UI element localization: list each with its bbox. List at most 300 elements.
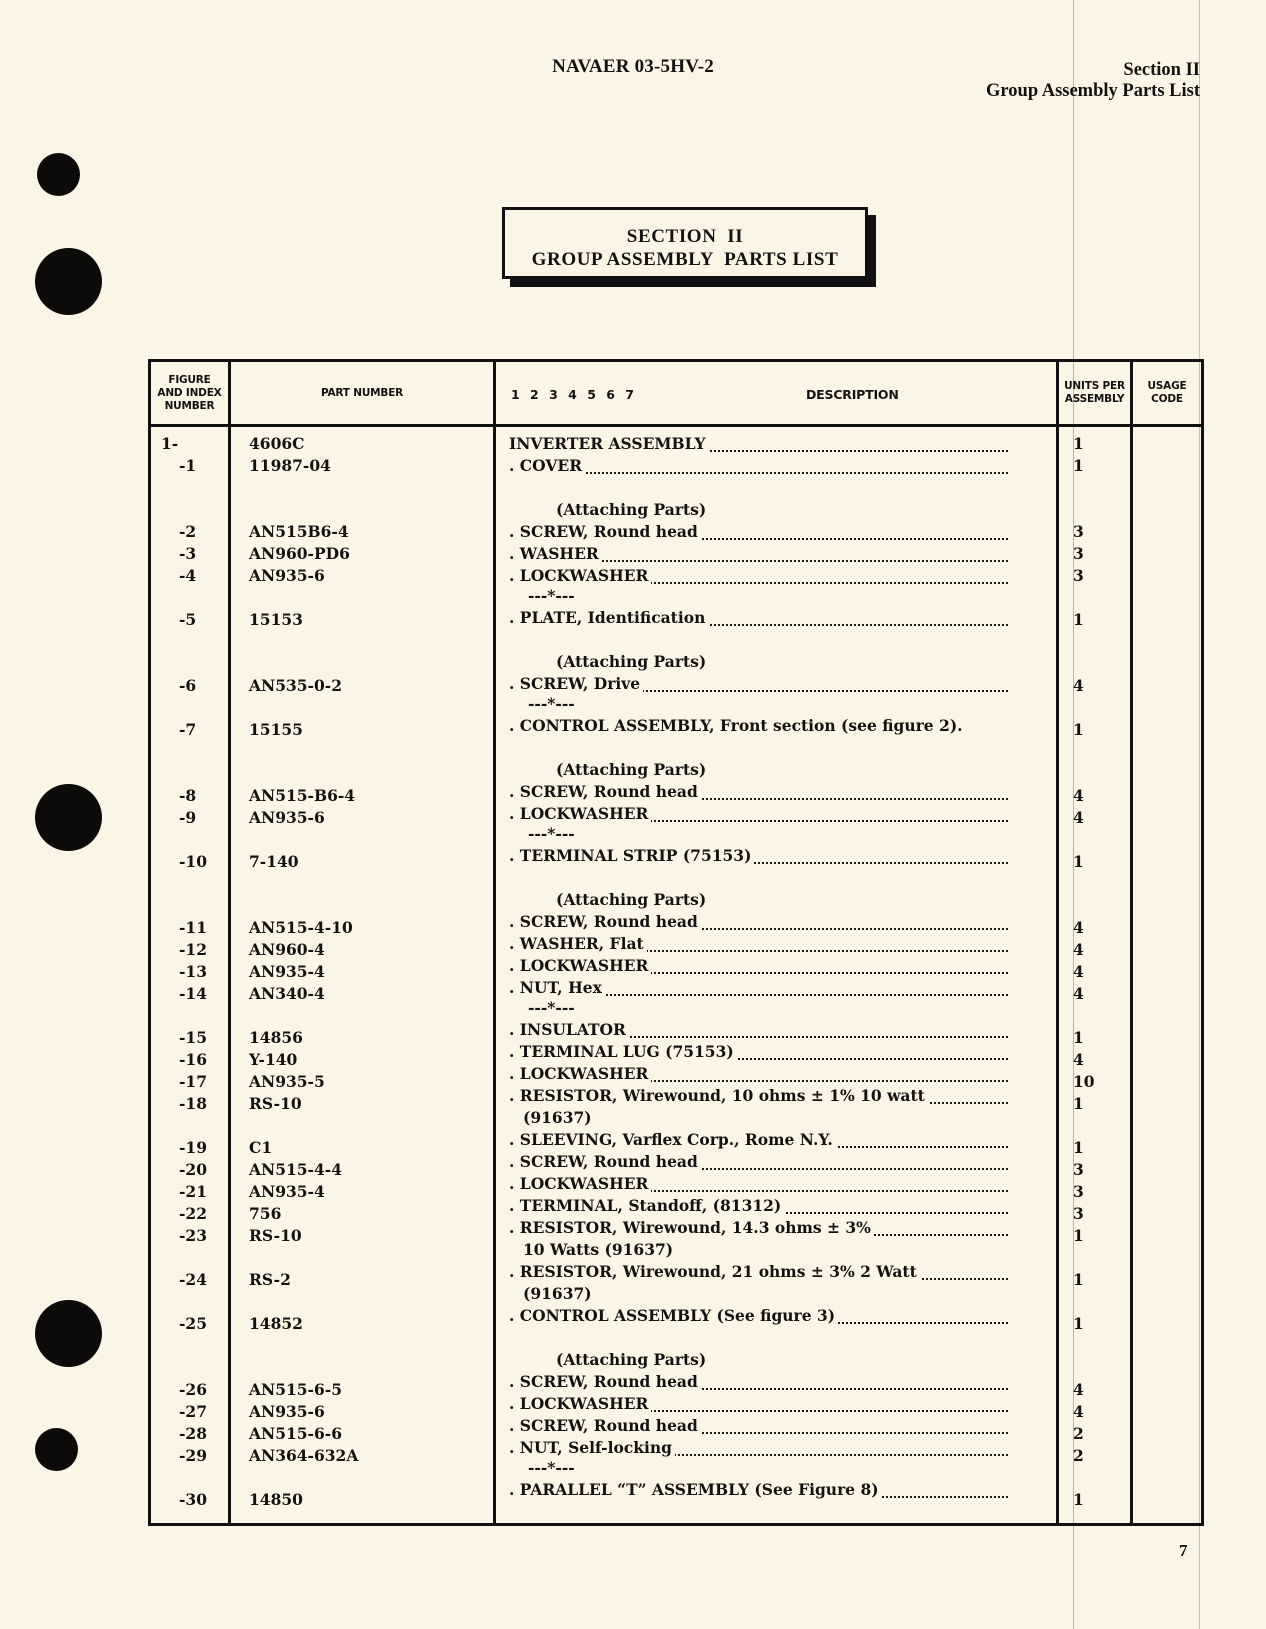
part-number-cell: AN515B6-4	[249, 522, 349, 541]
units-cell: 4	[1073, 940, 1084, 959]
part-number-cell	[231, 895, 493, 917]
figure-index-cell	[151, 477, 228, 499]
figure-index-cell	[151, 697, 228, 719]
part-number-cell: C1	[249, 1138, 273, 1157]
description-text: . WASHER, Flat	[509, 934, 647, 953]
units-cell: 1	[1073, 456, 1084, 475]
part-number-cell	[231, 741, 493, 763]
units-cell: 4	[1073, 786, 1084, 805]
figure-index-cell	[151, 829, 228, 851]
description-cell	[496, 477, 1056, 499]
units-cell: 1	[1073, 1314, 1084, 1333]
description-text: . SCREW, Round head	[509, 782, 701, 801]
part-number-cell: AN960-4	[249, 940, 325, 959]
figure-index-cell: -2	[179, 522, 197, 541]
description-text: . COVER	[509, 456, 585, 475]
part-number-cell	[231, 653, 493, 675]
figure-index-cell: -28	[179, 1424, 208, 1443]
usage-code-cell	[1133, 1423, 1201, 1445]
description-cell	[496, 1041, 1056, 1063]
description-cell	[496, 455, 1056, 477]
units-cell: 4	[1073, 676, 1084, 695]
description-cell	[496, 607, 1056, 629]
usage-code-cell	[1133, 1049, 1201, 1071]
usage-code-cell	[1133, 631, 1201, 653]
units-cell: 10	[1073, 1072, 1095, 1091]
figure-index-cell	[151, 895, 228, 917]
part-number-cell: 11987-04	[249, 456, 331, 475]
units-cell	[1059, 829, 1130, 851]
figure-index-column	[150, 426, 230, 1525]
units-cell	[1059, 1335, 1130, 1357]
description-text: ---*---	[528, 825, 578, 843]
description-text: . RESISTOR, Wirewound, 21 ohms ± 3% 2 Watt	[509, 1262, 920, 1281]
usage-code-cell	[1133, 829, 1201, 851]
description-text: . RESISTOR, Wirewound, 10 ohms ± 1% 10 watt	[509, 1086, 928, 1105]
part-number-cell: 4606C	[249, 434, 305, 453]
header-figure-index: FIGURE AND INDEX NUMBER	[150, 361, 230, 426]
units-cell: 3	[1073, 522, 1084, 541]
description-text: . TERMINAL LUG (75153)	[509, 1042, 737, 1061]
units-cell: 1	[1073, 610, 1084, 629]
units-cell	[1059, 1357, 1130, 1379]
part-number-cell: AN935-4	[249, 962, 325, 981]
units-cell	[1059, 873, 1130, 895]
figure-index-cell	[151, 1357, 228, 1379]
part-number-cell: AN935-5	[249, 1072, 325, 1091]
usage-code-cell	[1133, 917, 1201, 939]
figure-index-cell	[151, 631, 228, 653]
figure-index-cell: -15	[179, 1028, 208, 1047]
description-cell	[496, 1327, 1056, 1349]
figure-index-cell: -3	[179, 544, 197, 563]
description-text: . SLEEVING, Varflex Corp., Rome N.Y.	[509, 1130, 836, 1149]
part-number-cell: RS-2	[249, 1270, 291, 1289]
usage-code-cell	[1133, 873, 1201, 895]
description-cell	[496, 1063, 1056, 1085]
usage-code-cell	[1133, 587, 1201, 609]
units-cell	[1059, 895, 1130, 917]
units-cell: 3	[1073, 1160, 1084, 1179]
part-number-cell: AN515-4-10	[249, 918, 353, 937]
description-text	[509, 738, 512, 757]
figure-index-cell: -8	[179, 786, 197, 805]
figure-index-cell	[151, 741, 228, 763]
description-cell	[496, 1393, 1056, 1415]
description-text: . LOCKWASHER	[509, 566, 651, 585]
figure-index-cell: -24	[179, 1270, 208, 1289]
description-text	[509, 868, 512, 887]
usage-code-cell	[1133, 499, 1201, 521]
figure-index-cell: -20	[179, 1160, 208, 1179]
parts-list-table	[148, 359, 1204, 1526]
part-number-cell	[231, 477, 493, 499]
header-description-cell	[495, 361, 1058, 426]
description-cell	[496, 911, 1056, 933]
description-text: . WASHER	[509, 544, 602, 563]
description-cell	[496, 1349, 1056, 1371]
description-text: (Attaching Parts)	[556, 500, 709, 519]
description-cell	[496, 759, 1056, 781]
units-cell: 1	[1073, 1094, 1084, 1113]
page-number: 7	[1179, 1541, 1188, 1560]
punch-hole	[35, 248, 102, 315]
description-column	[495, 426, 1058, 1525]
description-cell	[496, 999, 1056, 1019]
description-text	[509, 478, 512, 497]
usage-code-cell	[1133, 697, 1201, 719]
description-text: ---*---	[528, 999, 578, 1017]
description-text	[509, 630, 512, 649]
part-number-cell	[231, 1335, 493, 1357]
usage-code-cell	[1133, 1225, 1201, 1269]
usage-code-cell	[1133, 851, 1201, 873]
part-number-cell: Y-140	[249, 1050, 298, 1069]
description-cell	[496, 715, 1056, 737]
description-cell	[496, 1459, 1056, 1479]
figure-index-cell: -27	[179, 1402, 208, 1421]
units-cell: 1	[1073, 1270, 1084, 1289]
part-number-cell: AN935-4	[249, 1182, 325, 1201]
description-text: . LOCKWASHER	[509, 1064, 651, 1083]
usage-code-cell	[1133, 433, 1201, 455]
figure-index-cell: -17	[179, 1072, 208, 1091]
punch-hole	[35, 1428, 78, 1471]
part-number-cell: 15155	[249, 720, 303, 739]
figure-index-cell	[151, 653, 228, 675]
description-text: (Attaching Parts)	[556, 890, 709, 909]
usage-code-cell	[1133, 1093, 1201, 1137]
description-text: . TERMINAL STRIP (75153)	[509, 846, 754, 865]
usage-code-cell	[1133, 1445, 1201, 1467]
units-cell	[1059, 653, 1130, 675]
usage-code-cell	[1133, 1467, 1201, 1489]
figure-index-cell: -6	[179, 676, 197, 695]
usage-code-cell	[1133, 543, 1201, 565]
units-cell	[1059, 477, 1130, 499]
section-title: Group Assembly Parts List	[986, 81, 1200, 101]
description-cell	[496, 889, 1056, 911]
description-text: . SCREW, Drive	[509, 674, 643, 693]
description-text: . LOCKWASHER	[509, 804, 651, 823]
description-cell	[496, 587, 1056, 607]
figure-index-cell: -22	[179, 1204, 208, 1223]
units-cell: 2	[1073, 1446, 1084, 1465]
usage-code-cell	[1133, 895, 1201, 917]
part-number-column	[230, 426, 495, 1525]
description-continuation: (91637)	[523, 1108, 592, 1127]
description-text: . INSULATOR	[509, 1020, 629, 1039]
part-number-cell	[231, 1357, 493, 1379]
header-indent-levels: 1 2 3 4 5 6 7	[511, 387, 637, 402]
usage-code-cell	[1133, 763, 1201, 785]
part-number-cell	[231, 763, 493, 785]
description-text: . SCREW, Round head	[509, 912, 701, 931]
units-cell: 1	[1073, 720, 1084, 739]
units-cell: 3	[1073, 1204, 1084, 1223]
description-cell	[496, 1085, 1056, 1129]
usage-code-column	[1132, 426, 1203, 1525]
description-cell	[496, 781, 1056, 803]
description-cell	[496, 651, 1056, 673]
units-cell	[1059, 697, 1130, 719]
usage-code-cell	[1133, 807, 1201, 829]
description-text: . PLATE, Identification	[509, 608, 708, 627]
units-cell: 4	[1073, 918, 1084, 937]
usage-code-cell	[1133, 609, 1201, 631]
figure-index-cell: -5	[179, 610, 197, 629]
usage-code-cell	[1133, 521, 1201, 543]
part-number-cell: AN515-6-6	[249, 1424, 342, 1443]
part-number-cell	[231, 499, 493, 521]
figure-index-cell: -26	[179, 1380, 208, 1399]
part-number-cell: AN340-4	[249, 984, 325, 1003]
figure-index-cell: 1-	[161, 434, 179, 453]
header-units-per-assembly: UNITS PER ASSEMBLY	[1058, 361, 1132, 426]
description-continuation: 10 Watts (91637)	[523, 1240, 674, 1259]
description-cell	[496, 825, 1056, 845]
figure-index-cell	[151, 763, 228, 785]
description-text: ---*---	[528, 695, 578, 713]
part-number-cell: AN960-PD6	[249, 544, 350, 563]
units-cell: 2	[1073, 1424, 1084, 1443]
description-continuation: (91637)	[523, 1284, 592, 1303]
description-cell	[496, 543, 1056, 565]
units-cell: 3	[1073, 566, 1084, 585]
usage-code-cell	[1133, 1335, 1201, 1357]
description-cell	[496, 629, 1056, 651]
usage-code-cell	[1133, 1357, 1201, 1379]
description-cell	[496, 1261, 1056, 1305]
figure-index-cell: -19	[179, 1138, 208, 1157]
figure-index-cell	[151, 1005, 228, 1027]
usage-code-cell	[1133, 983, 1201, 1005]
figure-index-cell: -25	[179, 1314, 208, 1333]
part-number-cell: AN535-0-2	[249, 676, 342, 695]
part-number-cell: 14852	[249, 1314, 303, 1333]
description-cell	[496, 1019, 1056, 1041]
part-number-cell: 7-140	[249, 852, 299, 871]
description-text: . CONTROL ASSEMBLY (See figure 3)	[509, 1306, 838, 1325]
figure-index-cell: -10	[179, 852, 208, 871]
figure-index-cell	[151, 1335, 228, 1357]
figure-index-cell	[151, 873, 228, 895]
part-number-cell: RS-10	[249, 1094, 302, 1113]
usage-code-cell	[1133, 1401, 1201, 1423]
usage-code-cell	[1133, 675, 1201, 697]
units-cell: 4	[1073, 1402, 1084, 1421]
part-number-cell: AN515-B6-4	[249, 786, 356, 805]
description-cell	[496, 803, 1056, 825]
part-number-cell: 15153	[249, 610, 303, 629]
part-number-cell	[231, 1005, 493, 1027]
description-text: . LOCKWASHER	[509, 1394, 651, 1413]
description-text: . CONTROL ASSEMBLY, Front section (see figure 2).	[509, 716, 966, 735]
section-title-box	[502, 207, 868, 279]
usage-code-cell	[1133, 1203, 1201, 1225]
usage-code-cell	[1133, 1489, 1201, 1511]
header-description: DESCRIPTION	[806, 387, 899, 402]
description-text: (Attaching Parts)	[556, 1350, 709, 1369]
units-cell	[1059, 763, 1130, 785]
description-cell	[496, 977, 1056, 999]
description-text: . SCREW, Round head	[509, 1416, 701, 1435]
usage-code-cell	[1133, 1137, 1201, 1159]
part-number-cell: RS-10	[249, 1226, 302, 1245]
units-cell: 1	[1073, 852, 1084, 871]
usage-code-cell	[1133, 939, 1201, 961]
description-text: . LOCKWASHER	[509, 1174, 651, 1193]
description-text: . NUT, Hex	[509, 978, 605, 997]
figure-index-cell: -18	[179, 1094, 208, 1113]
units-cell: 1	[1073, 1490, 1084, 1509]
punch-hole	[35, 1300, 102, 1367]
description-cell	[496, 1415, 1056, 1437]
description-cell	[496, 737, 1056, 759]
figure-index-cell: -7	[179, 720, 197, 739]
description-text: INVERTER ASSEMBLY	[509, 434, 709, 453]
figure-index-cell: -1	[179, 456, 197, 475]
description-text: . NUT, Self-locking	[509, 1438, 675, 1457]
usage-code-cell	[1133, 455, 1201, 477]
description-cell	[496, 867, 1056, 889]
units-cell: 1	[1073, 1138, 1084, 1157]
description-text: . PARALLEL “T” ASSEMBLY (See Figure 8)	[509, 1480, 882, 1499]
description-text: . RESISTOR, Wirewound, 14.3 ohms ± 3%	[509, 1218, 874, 1237]
description-text: . SCREW, Round head	[509, 1372, 701, 1391]
description-cell	[496, 1151, 1056, 1173]
description-text: (Attaching Parts)	[556, 760, 709, 779]
units-cell	[1059, 1467, 1130, 1489]
part-number-cell: AN364-632A	[249, 1446, 359, 1465]
units-cell	[1059, 499, 1130, 521]
description-text: . TERMINAL, Standoff, (81312)	[509, 1196, 784, 1215]
description-cell	[496, 1479, 1056, 1501]
description-cell	[496, 1437, 1056, 1459]
usage-code-cell	[1133, 1005, 1201, 1027]
description-text: . SCREW, Round head	[509, 522, 701, 541]
title-line-2: GROUP ASSEMBLY PARTS LIST	[531, 249, 839, 270]
part-number-cell: 14850	[249, 1490, 303, 1509]
section-label: Section II	[1123, 60, 1200, 80]
units-cell: 1	[1073, 1226, 1084, 1245]
description-text: (Attaching Parts)	[556, 652, 709, 671]
usage-code-cell	[1133, 477, 1201, 499]
units-cell: 1	[1073, 434, 1084, 453]
figure-index-cell: -23	[179, 1226, 208, 1245]
figure-index-cell: -9	[179, 808, 197, 827]
description-cell	[496, 565, 1056, 587]
usage-code-cell	[1133, 1379, 1201, 1401]
part-number-cell	[231, 631, 493, 653]
usage-code-cell	[1133, 653, 1201, 675]
title-line-1: SECTION II	[626, 226, 744, 247]
description-cell	[496, 933, 1056, 955]
units-cell	[1059, 1005, 1130, 1027]
figure-index-cell: -30	[179, 1490, 208, 1509]
punch-hole	[37, 153, 80, 196]
figure-index-cell: -4	[179, 566, 197, 585]
usage-code-cell	[1133, 719, 1201, 741]
usage-code-cell	[1133, 1071, 1201, 1093]
units-cell: 3	[1073, 1182, 1084, 1201]
units-cell	[1059, 741, 1130, 763]
units-cell	[1059, 587, 1130, 609]
part-number-cell: AN515-4-4	[249, 1160, 342, 1179]
part-number-cell	[231, 587, 493, 609]
description-cell	[496, 521, 1056, 543]
part-number-cell: 756	[249, 1204, 282, 1223]
table-header-row	[150, 361, 1203, 426]
usage-code-cell	[1133, 961, 1201, 983]
figure-index-cell: -11	[179, 918, 208, 937]
description-text: ---*---	[528, 1459, 578, 1477]
units-cell: 4	[1073, 808, 1084, 827]
usage-code-cell	[1133, 1159, 1201, 1181]
figure-index-cell	[151, 499, 228, 521]
description-cell	[496, 955, 1056, 977]
units-column	[1058, 426, 1132, 1525]
description-cell	[496, 695, 1056, 715]
figure-index-cell: -13	[179, 962, 208, 981]
units-cell: 3	[1073, 544, 1084, 563]
part-number-cell: AN515-6-5	[249, 1380, 342, 1399]
part-number-cell	[231, 829, 493, 851]
units-cell: 4	[1073, 984, 1084, 1003]
punch-hole	[35, 784, 102, 851]
description-cell	[496, 845, 1056, 867]
units-cell: 1	[1073, 1028, 1084, 1047]
description-text: . SCREW, Round head	[509, 1152, 701, 1171]
description-cell	[496, 1129, 1056, 1151]
units-cell: 4	[1073, 962, 1084, 981]
part-number-cell: AN935-6	[249, 1402, 325, 1421]
usage-code-cell	[1133, 1181, 1201, 1203]
units-cell	[1059, 631, 1130, 653]
part-number-cell	[231, 697, 493, 719]
figure-index-cell: -14	[179, 984, 208, 1003]
usage-code-cell	[1133, 565, 1201, 587]
usage-code-cell	[1133, 1027, 1201, 1049]
running-header	[986, 60, 1200, 102]
figure-index-cell	[151, 1467, 228, 1489]
part-number-cell	[231, 873, 493, 895]
description-cell	[496, 1195, 1056, 1217]
description-cell	[496, 1173, 1056, 1195]
description-cell	[496, 1217, 1056, 1261]
units-cell: 4	[1073, 1050, 1084, 1069]
description-text	[509, 1328, 512, 1347]
figure-index-cell: -12	[179, 940, 208, 959]
part-number-cell: 14856	[249, 1028, 303, 1047]
figure-index-cell: -16	[179, 1050, 208, 1069]
description-text: . LOCKWASHER	[509, 956, 651, 975]
usage-code-cell	[1133, 1269, 1201, 1313]
description-text: ---*---	[528, 587, 578, 605]
units-cell: 4	[1073, 1380, 1084, 1399]
figure-index-cell: -21	[179, 1182, 208, 1201]
description-cell	[496, 673, 1056, 695]
usage-code-cell	[1133, 741, 1201, 763]
description-cell	[496, 1371, 1056, 1393]
header-part-number: PART NUMBER	[230, 361, 495, 426]
figure-index-cell: -29	[179, 1446, 208, 1465]
figure-index-cell	[151, 587, 228, 609]
part-number-cell	[231, 1467, 493, 1489]
description-cell	[496, 499, 1056, 521]
document-number: NAVAER 03-5HV-2	[552, 56, 714, 77]
usage-code-cell	[1133, 785, 1201, 807]
